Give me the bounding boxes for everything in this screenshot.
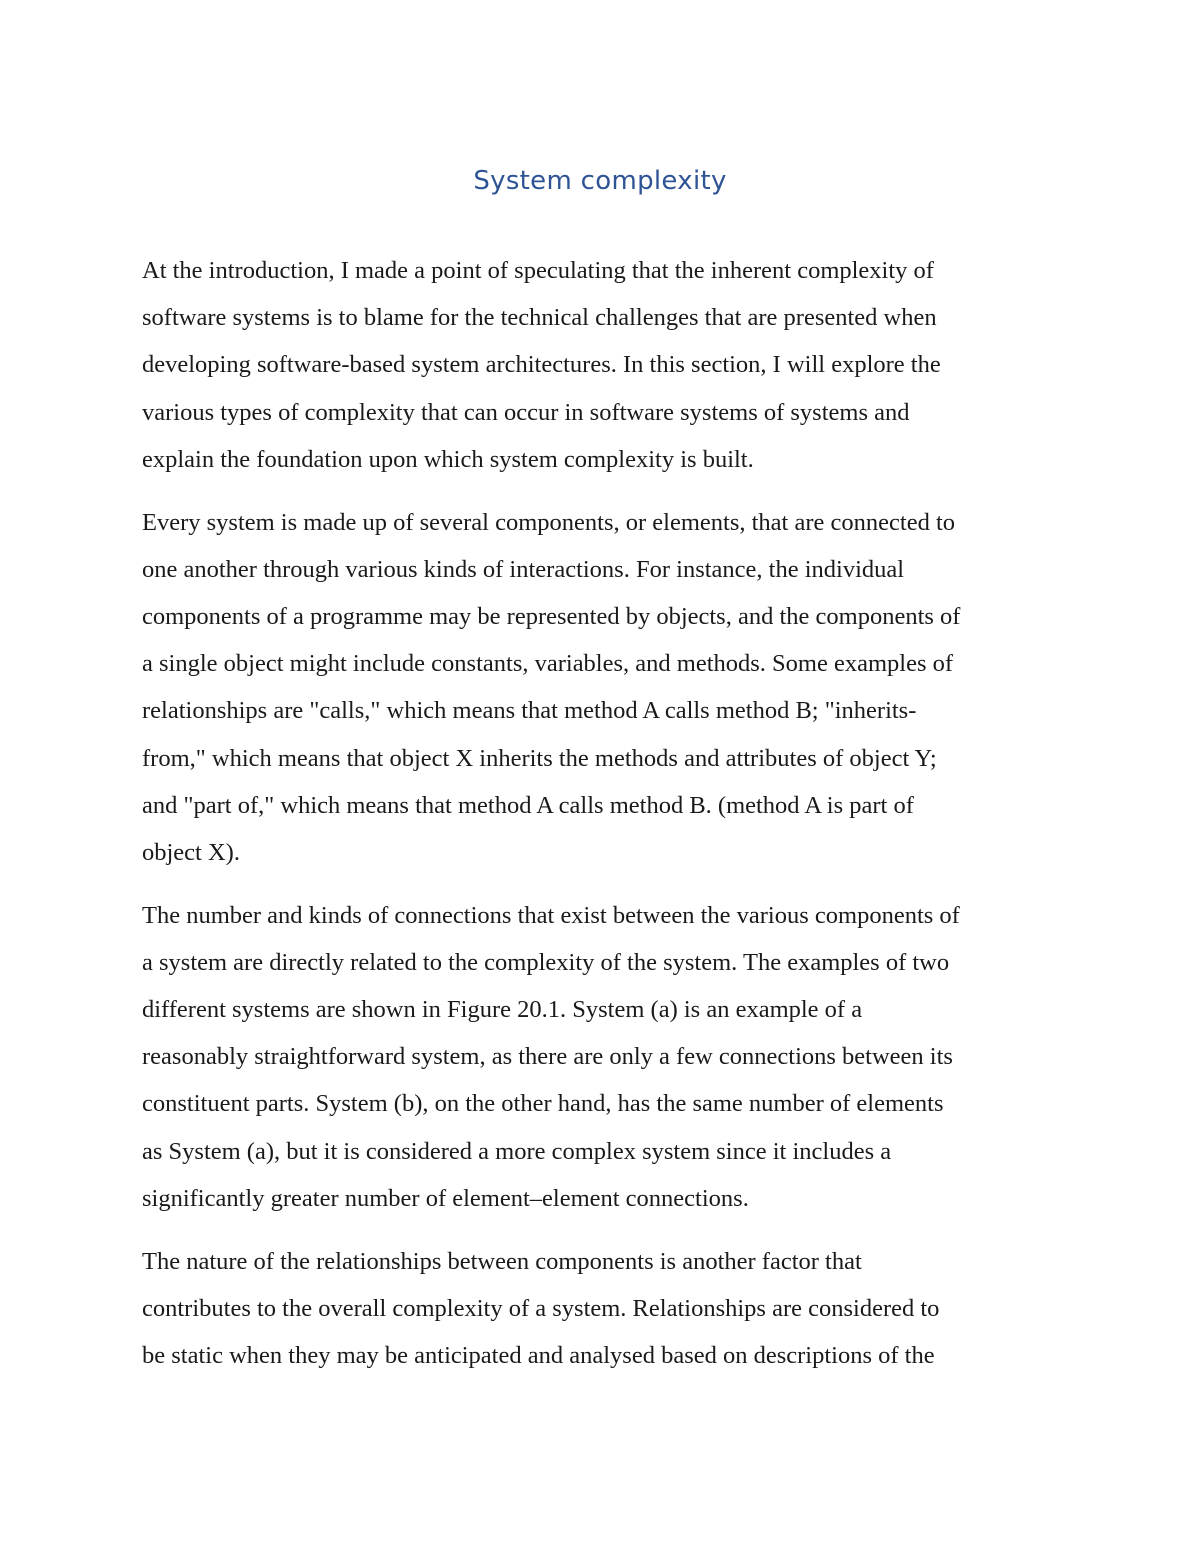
text-line: object X). [142,838,240,866]
text-line: constituent parts. System (b), on the other hand, has the same number of elements [142,1090,944,1118]
text-line: components of a programme may be represented by objects, and the components of [142,602,961,630]
text-line: The number and kinds of connections that exist between the various components of [142,901,960,929]
text-line: as System (a), but it is considered a more complex system since it includes a [142,1137,892,1165]
paragraph-4 [142,1238,1077,1380]
text-line: from," which means that object X inherits the methods and attributes of object Y; [142,744,937,772]
text-line: different systems are shown in Figure 20.1. System (a) is an example of a [142,996,863,1024]
paragraph-2 [142,499,1077,877]
text-line: one another through various kinds of interactions. For instance, the individual [142,555,905,583]
text-line: contributes to the overall complexity of a system. Relationships are considered to [142,1294,940,1322]
text-line: The nature of the relationships between components is another factor that [142,1247,862,1275]
paragraph-3 [142,892,1077,1222]
text-line: a single object might include constants, variables, and methods. Some examples of [142,650,954,678]
text-line: a system are directly related to the complexity of the system. The examples of two [142,948,950,976]
text-line: At the introduction, I made a point of speculating that the inherent complexity of [142,257,934,284]
text-line: various types of complexity that can occur in software systems of systems and [142,398,910,426]
page-title: System complexity [473,166,727,196]
text-line: be static when they may be anticipated and analysed based on descriptions of the [142,1341,935,1369]
text-line: and "part of," which means that method A calls method B. (method A is part of [142,791,914,819]
text-line: software systems is to blame for the technical challenges that are presented when [142,304,937,332]
text-line: Every system is made up of several components, or elements, that are connected to [142,508,955,536]
document-body [142,247,1077,1395]
text-line: developing software-based system architectures. In this section, I will explore the [142,351,941,379]
text-line: significantly greater number of element–element connections. [142,1184,749,1212]
text-line: reasonably straightforward system, as there are only a few connections between its [142,1043,953,1071]
text-line: relationships are "calls," which means that method A calls method B; "inherits- [142,697,917,725]
text-line: explain the foundation upon which system complexity is built. [142,445,754,473]
paragraph-1 [142,247,1077,483]
